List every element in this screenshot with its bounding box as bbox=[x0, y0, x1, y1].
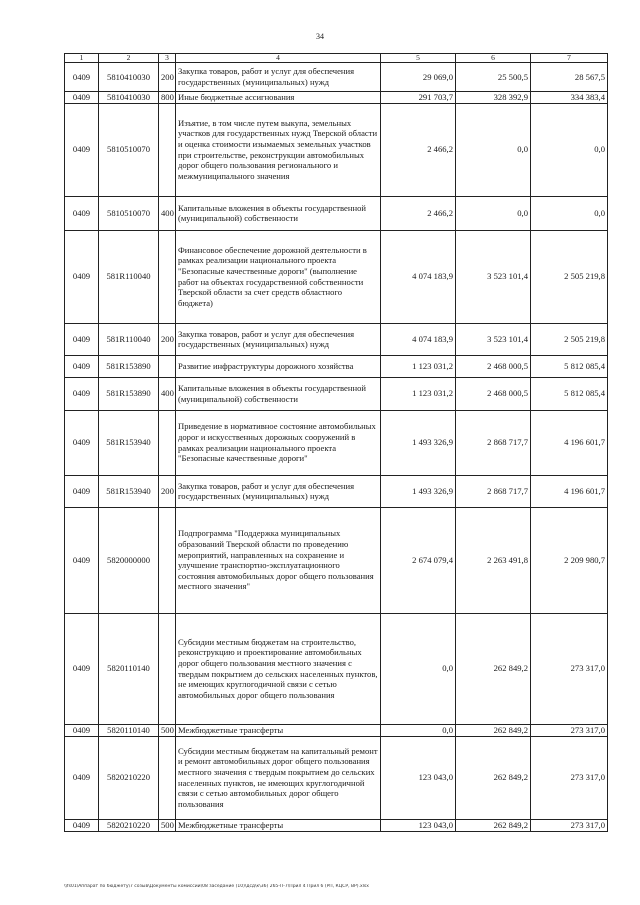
column-header: 2 bbox=[99, 54, 159, 63]
budget-table bbox=[64, 53, 608, 832]
amount-col5-cell: 1 493 326,9 bbox=[381, 475, 456, 507]
table-row bbox=[65, 63, 608, 92]
table-row bbox=[65, 355, 608, 377]
column-header: 6 bbox=[456, 54, 531, 63]
table-row bbox=[65, 92, 608, 104]
table-body bbox=[65, 63, 608, 832]
target-article-cell: 581R153940 bbox=[99, 410, 159, 475]
expense-type-cell: 800 bbox=[159, 92, 176, 104]
amount-col7-cell: 273 317,0 bbox=[531, 724, 608, 736]
expense-type-cell: 200 bbox=[159, 475, 176, 507]
section-code-cell: 0409 bbox=[65, 410, 99, 475]
expense-type-cell bbox=[159, 230, 176, 323]
amount-col5-cell: 1 493 326,9 bbox=[381, 410, 456, 475]
amount-col7-cell: 5 812 085,4 bbox=[531, 377, 608, 410]
expense-type-cell bbox=[159, 507, 176, 613]
amount-col6-cell: 2 868 717,7 bbox=[456, 475, 531, 507]
amount-col7-cell: 273 317,0 bbox=[531, 613, 608, 724]
amount-col6-cell: 2 868 717,7 bbox=[456, 410, 531, 475]
section-code-cell: 0409 bbox=[65, 613, 99, 724]
section-code-cell: 0409 bbox=[65, 323, 99, 355]
amount-col6-cell: 25 500,5 bbox=[456, 63, 531, 92]
item-name-cell: Закупка товаров, работ и услуг для обеспечения государственных (муниципальных) нужд bbox=[176, 323, 381, 355]
target-article-cell: 5810410030 bbox=[99, 63, 159, 92]
amount-col5-cell: 291 703,7 bbox=[381, 92, 456, 104]
target-article-cell: 581R110040 bbox=[99, 230, 159, 323]
amount-col7-cell: 0,0 bbox=[531, 196, 608, 230]
item-name-cell: Капитальные вложения в объекты государственной (муниципальной) собственности bbox=[176, 377, 381, 410]
expense-type-cell: 200 bbox=[159, 63, 176, 92]
amount-col7-cell: 28 567,5 bbox=[531, 63, 608, 92]
amount-col6-cell: 2 468 000,5 bbox=[456, 355, 531, 377]
section-code-cell: 0409 bbox=[65, 103, 99, 196]
target-article-cell: 5810410030 bbox=[99, 92, 159, 104]
expense-type-cell: 400 bbox=[159, 196, 176, 230]
target-article-cell: 5820210220 bbox=[99, 819, 159, 831]
table-row bbox=[65, 103, 608, 196]
target-article-cell: 581R153890 bbox=[99, 355, 159, 377]
amount-col5-cell: 4 074 183,9 bbox=[381, 230, 456, 323]
target-article-cell: 5820110140 bbox=[99, 724, 159, 736]
section-code-cell: 0409 bbox=[65, 736, 99, 819]
table-row bbox=[65, 819, 608, 831]
expense-type-cell: 400 bbox=[159, 377, 176, 410]
expense-type-cell bbox=[159, 736, 176, 819]
amount-col6-cell: 3 523 101,4 bbox=[456, 230, 531, 323]
amount-col7-cell: 334 383,4 bbox=[531, 92, 608, 104]
item-name-cell: Капитальные вложения в объекты государственной (муниципальной) собственности bbox=[176, 196, 381, 230]
amount-col5-cell: 2 466,2 bbox=[381, 103, 456, 196]
table-row bbox=[65, 323, 608, 355]
item-name-cell: Закупка товаров, работ и услуг для обеспечения государственных (муниципальных) нужд bbox=[176, 475, 381, 507]
target-article-cell: 5810510070 bbox=[99, 196, 159, 230]
amount-col5-cell: 4 074 183,9 bbox=[381, 323, 456, 355]
amount-col6-cell: 262 849,2 bbox=[456, 819, 531, 831]
table-row bbox=[65, 507, 608, 613]
item-name-cell: Изъятие, в том числе путем выкупа, земельных участков для государственных нужд Тверской области и оценка стоимости изымаемых земельных участков при строительстве, реконструкции автомобильных дорог общего пользования регионального и межмуниципального значения bbox=[176, 103, 381, 196]
column-header: 4 bbox=[176, 54, 381, 63]
target-article-cell: 581R153940 bbox=[99, 475, 159, 507]
section-code-cell: 0409 bbox=[65, 507, 99, 613]
column-header: 3 bbox=[159, 54, 176, 63]
expense-type-cell: 500 bbox=[159, 819, 176, 831]
amount-col6-cell: 2 468 000,5 bbox=[456, 377, 531, 410]
amount-col6-cell: 328 392,9 bbox=[456, 92, 531, 104]
table-row bbox=[65, 613, 608, 724]
item-name-cell: Иные бюджетные ассигнования bbox=[176, 92, 381, 104]
amount-col7-cell: 5 812 085,4 bbox=[531, 355, 608, 377]
item-name-cell: Субсидии местным бюджетам на строительство, реконструкцию и проектирование автомобильных дорог общего пользования местного значения с твердым покрытием до сельских населенных пунктов, не имеющих круглогодичной связи с сетью автомобильных дорог общего пользования bbox=[176, 613, 381, 724]
amount-col7-cell: 4 196 601,7 bbox=[531, 475, 608, 507]
expense-type-cell: 200 bbox=[159, 323, 176, 355]
section-code-cell: 0409 bbox=[65, 92, 99, 104]
expense-type-cell bbox=[159, 103, 176, 196]
section-code-cell: 0409 bbox=[65, 724, 99, 736]
amount-col6-cell: 262 849,2 bbox=[456, 724, 531, 736]
amount-col5-cell: 1 123 031,2 bbox=[381, 355, 456, 377]
amount-col7-cell: 2 505 219,8 bbox=[531, 323, 608, 355]
target-article-cell: 5820110140 bbox=[99, 613, 159, 724]
column-header: 5 bbox=[381, 54, 456, 63]
amount-col7-cell: 2 505 219,8 bbox=[531, 230, 608, 323]
amount-col6-cell: 0,0 bbox=[456, 196, 531, 230]
column-header: 7 bbox=[531, 54, 608, 63]
amount-col7-cell: 0,0 bbox=[531, 103, 608, 196]
item-name-cell: Развитие инфраструктуры дорожного хозяйства bbox=[176, 355, 381, 377]
amount-col5-cell: 1 123 031,2 bbox=[381, 377, 456, 410]
amount-col6-cell: 262 849,2 bbox=[456, 613, 531, 724]
section-code-cell: 0409 bbox=[65, 377, 99, 410]
column-number-row bbox=[65, 54, 608, 63]
amount-col7-cell: 273 317,0 bbox=[531, 736, 608, 819]
file-path-footer: \\fs01\Аппарат по бюджету\7 созыв\Документы комиссии\08 заседание (10)\дсд\к\36) 265-П-7\Прил 4 Прил 6 (РП, КЦСР, ВР).xlsx bbox=[64, 884, 369, 889]
item-name-cell: Закупка товаров, работ и услуг для обеспечения государственных (муниципальных) нужд bbox=[176, 63, 381, 92]
amount-col7-cell: 4 196 601,7 bbox=[531, 410, 608, 475]
amount-col6-cell: 0,0 bbox=[456, 103, 531, 196]
amount-col6-cell: 2 263 491,8 bbox=[456, 507, 531, 613]
table-row bbox=[65, 230, 608, 323]
target-article-cell: 581R153890 bbox=[99, 377, 159, 410]
amount-col6-cell: 262 849,2 bbox=[456, 736, 531, 819]
expense-type-cell bbox=[159, 613, 176, 724]
target-article-cell: 5820000000 bbox=[99, 507, 159, 613]
section-code-cell: 0409 bbox=[65, 475, 99, 507]
item-name-cell: Приведение в нормативное состояние автомобильных дорог и искусственных дорожных сооружений в рамках реализации национального проекта "Безопасные качественные дороги" bbox=[176, 410, 381, 475]
amount-col5-cell: 0,0 bbox=[381, 724, 456, 736]
section-code-cell: 0409 bbox=[65, 63, 99, 92]
table-row bbox=[65, 736, 608, 819]
table-row bbox=[65, 196, 608, 230]
amount-col5-cell: 2 674 079,4 bbox=[381, 507, 456, 613]
table-row bbox=[65, 410, 608, 475]
expense-type-cell: 500 bbox=[159, 724, 176, 736]
table-row bbox=[65, 475, 608, 507]
amount-col5-cell: 2 466,2 bbox=[381, 196, 456, 230]
expense-type-cell bbox=[159, 355, 176, 377]
item-name-cell: Межбюджетные трансферты bbox=[176, 819, 381, 831]
amount-col7-cell: 2 209 980,7 bbox=[531, 507, 608, 613]
amount-col5-cell: 0,0 bbox=[381, 613, 456, 724]
amount-col5-cell: 123 043,0 bbox=[381, 736, 456, 819]
expense-type-cell bbox=[159, 410, 176, 475]
amount-col5-cell: 123 043,0 bbox=[381, 819, 456, 831]
amount-col7-cell: 273 317,0 bbox=[531, 819, 608, 831]
section-code-cell: 0409 bbox=[65, 230, 99, 323]
section-code-cell: 0409 bbox=[65, 819, 99, 831]
target-article-cell: 5820210220 bbox=[99, 736, 159, 819]
item-name-cell: Финансовое обеспечение дорожной деятельности в рамках реализации национального проекта "Безопасные качественные дороги" (выполнение работ на объектах государственной собственности Тверской области за счет средств областного бюджета) bbox=[176, 230, 381, 323]
target-article-cell: 581R110040 bbox=[99, 323, 159, 355]
item-name-cell: Межбюджетные трансферты bbox=[176, 724, 381, 736]
target-article-cell: 5810510070 bbox=[99, 103, 159, 196]
section-code-cell: 0409 bbox=[65, 196, 99, 230]
page-number: 34 bbox=[316, 32, 324, 41]
table-row bbox=[65, 377, 608, 410]
table-row bbox=[65, 724, 608, 736]
column-header: 1 bbox=[65, 54, 99, 63]
amount-col5-cell: 29 069,0 bbox=[381, 63, 456, 92]
item-name-cell: Подпрограмма "Поддержка муниципальных образований Тверской области по проведению мероприятий, направленных на сохранение и улучшение транспортно-эксплуатационного состояния автомобильных дорог общего пользования местного значения" bbox=[176, 507, 381, 613]
amount-col6-cell: 3 523 101,4 bbox=[456, 323, 531, 355]
item-name-cell: Субсидии местным бюджетам на капитальный ремонт и ремонт автомобильных дорог общего пользования местного значения с твердым покрытием до сельских населенных пунктов, не имеющих круглогодичной связи с сетью автомобильных дорог общего пользования bbox=[176, 736, 381, 819]
section-code-cell: 0409 bbox=[65, 355, 99, 377]
